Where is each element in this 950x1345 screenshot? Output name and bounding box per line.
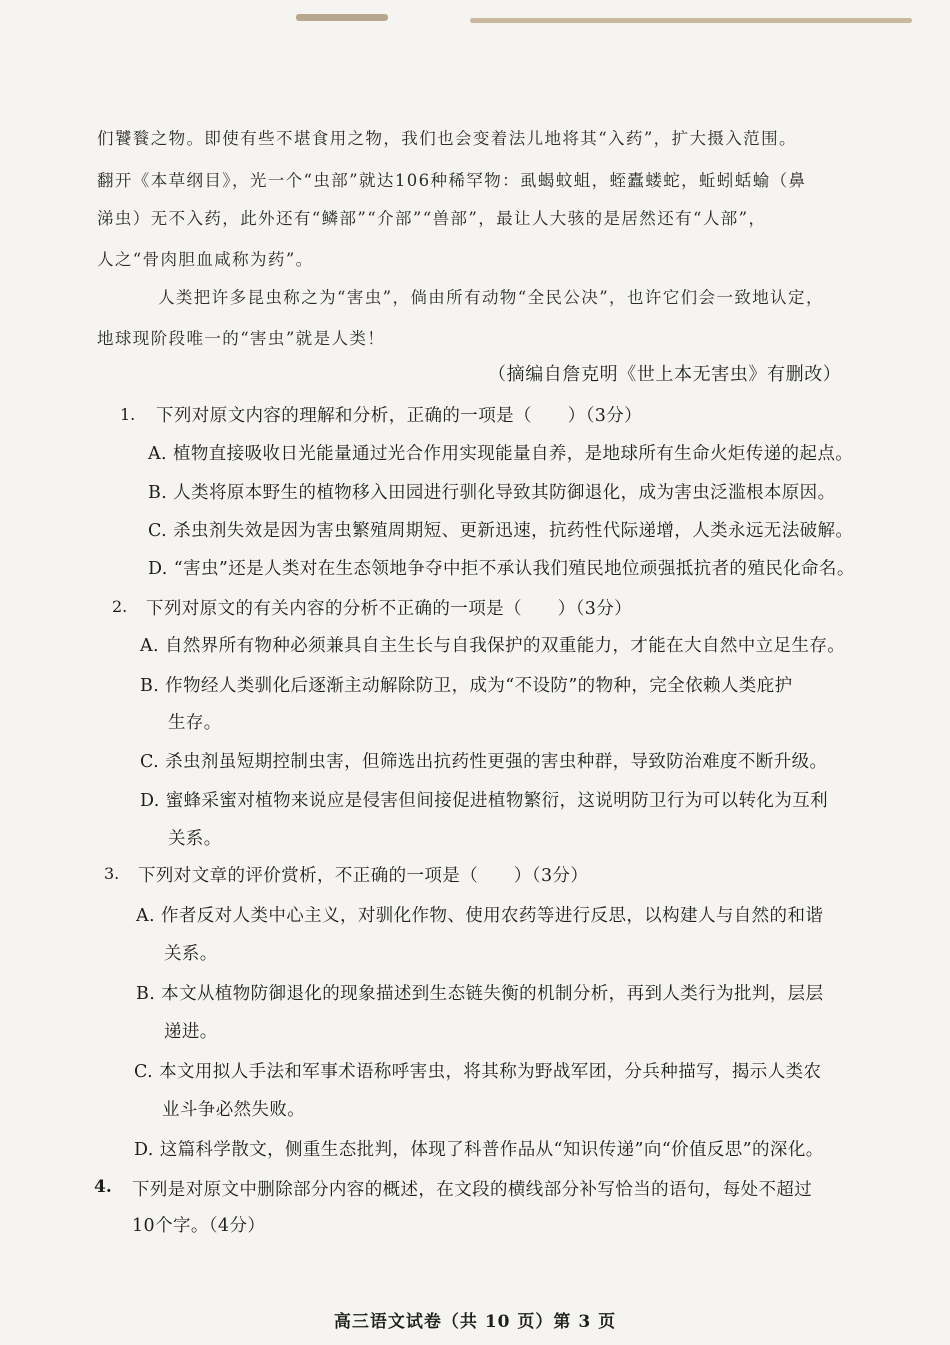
question-stem: 下列对文章的评价赏析，不正确的一项是（ ）（3分）: [138, 866, 589, 886]
option-b: B. 作物经人类驯化后逐渐主动解除防卫，成为“不设防”的物种，完全依赖人类庇护: [140, 676, 793, 696]
option-d: D. 蜜蜂采蜜对植物来说应是侵害但间接促进植物繁衍，这说明防卫行为可以转化为互利: [140, 791, 829, 811]
passage-line: 翻开《本草纲目》，光一个“虫部”就达106种稀罕物：虱蝎蚊蛆，蛭蠹蝼蛇，蚯蚓蛞蝓（鼻: [97, 171, 807, 190]
question-number: 2.: [112, 597, 128, 616]
passage-line: 们饕餮之物。即使有些不堪食用之物，我们也会变着法儿地将其“入药”，扩大摄入范围。: [97, 129, 797, 148]
question-number: 1.: [120, 405, 136, 424]
page-footer: 高三语文试卷（共 10 页）第 3 页: [333, 1312, 617, 1332]
question-stem-continued: 10个字。（4分）: [132, 1216, 266, 1236]
option-c: C. 本文用拟人手法和军事术语称呼害虫，将其称为野战军团，分兵种描写，揭示人类农: [134, 1062, 822, 1082]
passage-line: 地球现阶段唯一的“害虫”就是人类！: [97, 329, 386, 348]
option-a: A. 植物直接吸收日光能量通过光合作用实现能量自养，是地球所有生命火炬传递的起点。: [148, 444, 854, 464]
scan-edge-mark: [470, 18, 912, 23]
question-stem: 下列是对原文中删除部分内容的概述，在文段的横线部分补写恰当的语句，每处不超过: [132, 1180, 813, 1200]
question-stem: 下列对原文的有关内容的分析不正确的一项是（ ）（3分）: [146, 599, 633, 619]
option-d: D. “害虫”还是人类对在生态领地争夺中拒不承认我们殖民地位顽强抵抗者的殖民化命名。: [148, 559, 855, 579]
scan-edge-mark: [296, 14, 388, 21]
option-c: C. 杀虫剂虽短期控制虫害，但筛选出抗药性更强的害虫种群，导致防治难度不断升级。: [140, 752, 828, 772]
option-b-continued: 递进。: [164, 1022, 218, 1042]
question-number: 4.: [94, 1177, 112, 1197]
option-d: D. 这篇科学散文，侧重生态批判，体现了科普作品从“知识传递”向“价值反思”的深化。: [134, 1140, 824, 1160]
option-c-continued: 业斗争必然失败。: [162, 1100, 306, 1120]
option-b: B. 本文从植物防御退化的现象描述到生态链失衡的机制分析，再到人类行为批判，层层: [136, 984, 824, 1004]
option-c: C. 杀虫剂失效是因为害虫繁殖周期短、更新迅速，抗药性代际递增，人类永远无法破解。: [148, 521, 854, 541]
question-number: 3.: [104, 864, 120, 883]
option-d-continued: 关系。: [168, 829, 222, 849]
option-a: A. 自然界所有物种必须兼具自主生长与自我保护的双重能力，才能在大自然中立足生存。: [140, 636, 846, 656]
option-a-continued: 关系。: [164, 944, 218, 964]
question-stem: 下列对原文内容的理解和分析，正确的一项是（ ）（3分）: [156, 406, 643, 426]
option-b: B. 人类将原本野生的植物移入田园进行驯化导致其防御退化，成为害虫泛滥根本原因。: [148, 483, 836, 503]
option-a: A. 作者反对人类中心主义，对驯化作物、使用农药等进行反思，以构建人与自然的和谐: [136, 906, 824, 926]
passage-line: 涕虫）无不入药，此外还有“鳞部”“介部”“兽部”，最让人大骇的是居然还有“人部”，: [97, 209, 767, 228]
option-b-continued: 生存。: [168, 713, 222, 733]
passage-line: 人类把许多昆虫称之为“害虫”，倘由所有动物“全民公决”，也许它们会一致地认定，: [158, 288, 824, 307]
passage-source: （摘编自詹克明《世上本无害虫》有删改）: [488, 364, 842, 385]
passage-line: 人之“骨肉胆血咸称为药”。: [97, 250, 314, 269]
